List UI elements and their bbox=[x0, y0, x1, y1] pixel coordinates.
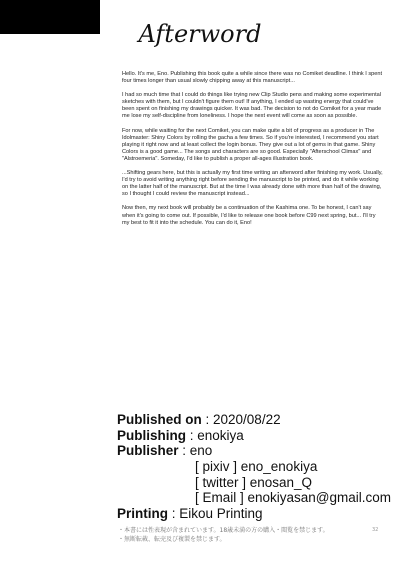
publisher-row bbox=[117, 443, 387, 459]
paragraph-3: For now, while waiting for the next Comiket, you can make quite a bit of progress as a producer in The Idolmaster: Shiny Colors by rolling the gacha a few times. So if you're interested, I recommend you start playing it right now and at least collect the login bonus. They give out a lot of gems in that game. Shiny Colors is a good game... The songs and characters are so good. Especially "Afterschool Climax" and "Alstroemeria". Someday, I'd like to publish a proper all-ages illustration book. bbox=[122, 127, 379, 162]
paragraph-4: ...Shifting gears here, but this is actually my first time writing an afterword after finishing my work. Usually, I'd try to avoid writing anything right before sending the manuscript to be printed, and do it while working on the latter half of the manuscript. But at the time I was already done with more than half of the drawing, so I thought I could review the manuscript instead... bbox=[122, 170, 383, 198]
publishing-row bbox=[117, 428, 387, 444]
notice-line-1: ・本書には性表現が含まれています。18歳未満の方の購入・閲覧を禁じます。 bbox=[118, 527, 329, 534]
printing-value: : Eikou Printing bbox=[168, 506, 263, 522]
printing-row bbox=[117, 506, 387, 522]
publishing-label: Publishing bbox=[117, 427, 186, 443]
paragraph-2: I had so much time that I could do things like trying new Clip Studio pens and making some experimental sketches with them, but I couldn't figure them out! If anything, I ended up wasting energy that could've been spent on finishing my drawings quicker. It was bad. The decision to not do Comiket for a year made me lose my self-discipline from loneliness. I hope the next event will come as soon as possible. bbox=[122, 92, 382, 120]
page-title: Afterword bbox=[138, 20, 262, 48]
published-row bbox=[117, 412, 387, 428]
notice-line-2: ・無断転載、転売及び複製を禁じます。 bbox=[118, 536, 226, 543]
colophon bbox=[117, 412, 392, 522]
publishing-value: : enokiya bbox=[186, 427, 244, 443]
paragraph-1: Hello. It's me, Eno. Publishing this book quite a while since there was no Comiket deadline. I think I spent four times longer than usual slowly chipping away at this manuscript... bbox=[122, 71, 383, 85]
publisher-label: Publisher bbox=[117, 443, 179, 459]
afterword-body bbox=[122, 71, 384, 234]
published-value: : 2020/08/22 bbox=[201, 412, 281, 427]
email-row: [ Email ] enokiyasan@gmail.com bbox=[195, 490, 392, 506]
printing-label: Printing bbox=[117, 506, 168, 522]
legal-notice bbox=[118, 526, 329, 544]
paragraph-5: Now then, my next book will probably be a continuation of the Kashima one. To be honest, I can't say when it's going to come out. If possible, I'd like to release one book before C99 next spring, but... I'll try my best to fit it into the schedule. You can do it, Eno! bbox=[122, 205, 376, 226]
page-number: 32 bbox=[372, 527, 379, 533]
twitter-row: [ twitter ] enosan_Q bbox=[195, 474, 313, 490]
pixiv-row: [ pixiv ] eno_enokiya bbox=[195, 459, 318, 475]
published-label: Published on bbox=[117, 412, 202, 427]
publisher-value: : eno bbox=[178, 443, 213, 459]
